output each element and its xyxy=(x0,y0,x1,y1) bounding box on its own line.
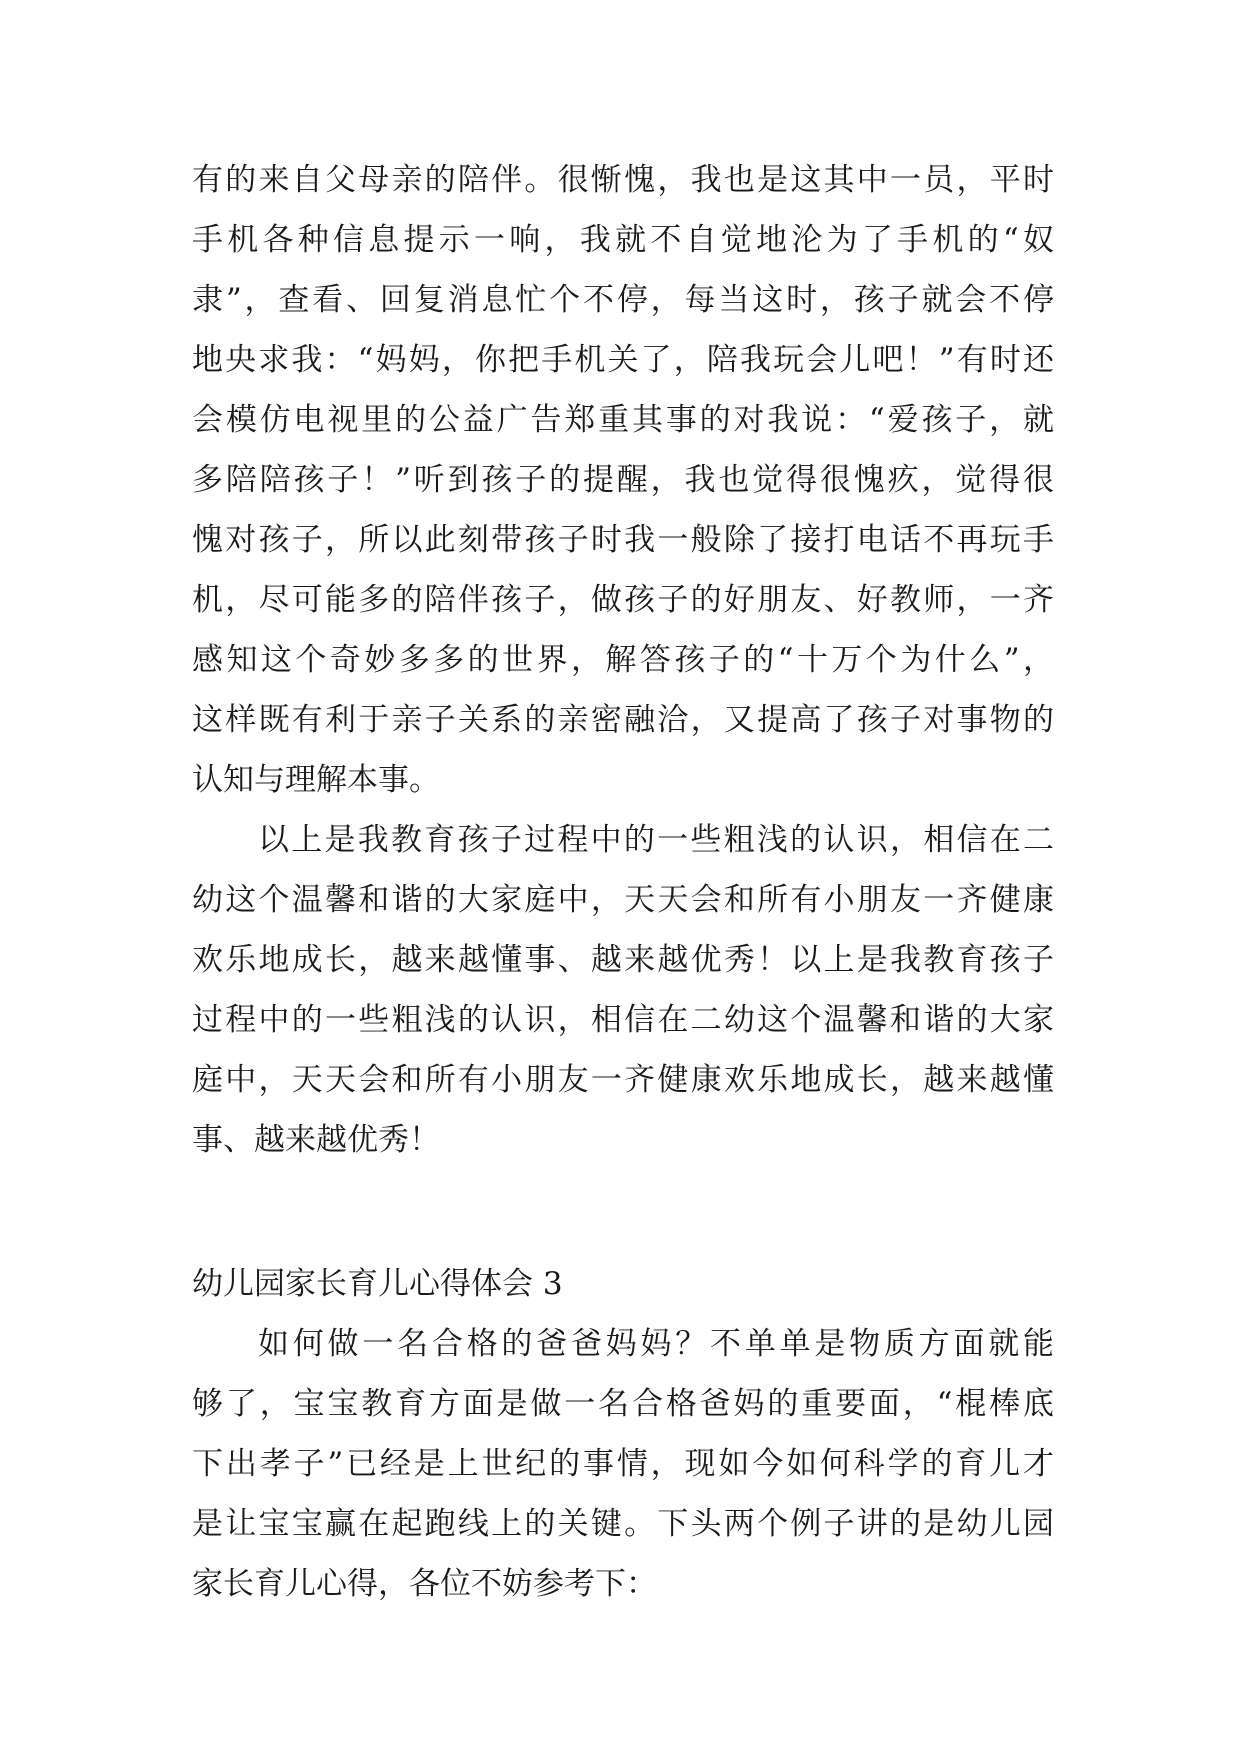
text-line: 有的来自父母亲的陪伴。很惭愧，我也是这其中一员，平时 xyxy=(192,162,1054,198)
text-line: 如何做一名合格的爸爸妈妈？不单单是物质方面就能 xyxy=(258,1326,1054,1362)
text-line: 事、越来越优秀！ xyxy=(192,1122,440,1158)
text-line: 多陪陪孩子！”听到孩子的提醒，我也觉得很愧疚，觉得很 xyxy=(192,462,1054,498)
text-line: 隶”，查看、回复消息忙个不停，每当这时，孩子就会不停 xyxy=(192,282,1054,318)
text-line: 这样既有利于亲子关系的亲密融洽，又提高了孩子对事物的 xyxy=(192,702,1054,738)
text-line: 过程中的一些粗浅的认识，相信在二幼这个温馨和谐的大家 xyxy=(192,1002,1054,1038)
paragraph-2 xyxy=(192,810,1054,1170)
text-line: 地央求我：“妈妈，你把手机关了，陪我玩会儿吧！”有时还 xyxy=(192,342,1054,378)
section-spacer xyxy=(192,1170,1054,1254)
text-line: 是让宝宝赢在起跑线上的关键。下头两个例子讲的是幼儿园 xyxy=(192,1506,1054,1542)
text-line: 认知与理解本事。 xyxy=(192,762,440,798)
text-line: 愧对孩子，所以此刻带孩子时我一般除了接打电话不再玩手 xyxy=(192,522,1054,558)
section-heading: 幼儿园家长育儿心得体会 3 xyxy=(192,1266,563,1302)
text-line: 下出孝子”已经是上世纪的事情，现如今如何科学的育儿才 xyxy=(192,1446,1054,1482)
text-line: 感知这个奇妙多多的世界，解答孩子的“十万个为什么”， xyxy=(192,642,1054,678)
text-line: 机，尽可能多的陪伴孩子，做孩子的好朋友、好教师，一齐 xyxy=(192,582,1054,618)
text-line: 幼这个温馨和谐的大家庭中，天天会和所有小朋友一齐健康 xyxy=(192,882,1054,918)
paragraph-3 xyxy=(192,1314,1054,1614)
document-page xyxy=(192,150,1054,1614)
text-line: 欢乐地成长，越来越懂事、越来越优秀！以上是我教育孩子 xyxy=(192,942,1054,978)
text-line: 家长育儿心得，各位不妨参考下： xyxy=(192,1566,657,1602)
text-line: 够了，宝宝教育方面是做一名合格爸妈的重要面，“棍棒底 xyxy=(192,1386,1054,1422)
text-line: 会模仿电视里的公益广告郑重其事的对我说：“爱孩子，就 xyxy=(192,402,1054,438)
text-line: 手机各种信息提示一响，我就不自觉地沦为了手机的“奴 xyxy=(192,222,1054,258)
text-line: 以上是我教育孩子过程中的一些粗浅的认识，相信在二 xyxy=(258,822,1054,858)
paragraph-1 xyxy=(192,150,1054,810)
text-line: 庭中，天天会和所有小朋友一齐健康欢乐地成长，越来越懂 xyxy=(192,1062,1054,1098)
